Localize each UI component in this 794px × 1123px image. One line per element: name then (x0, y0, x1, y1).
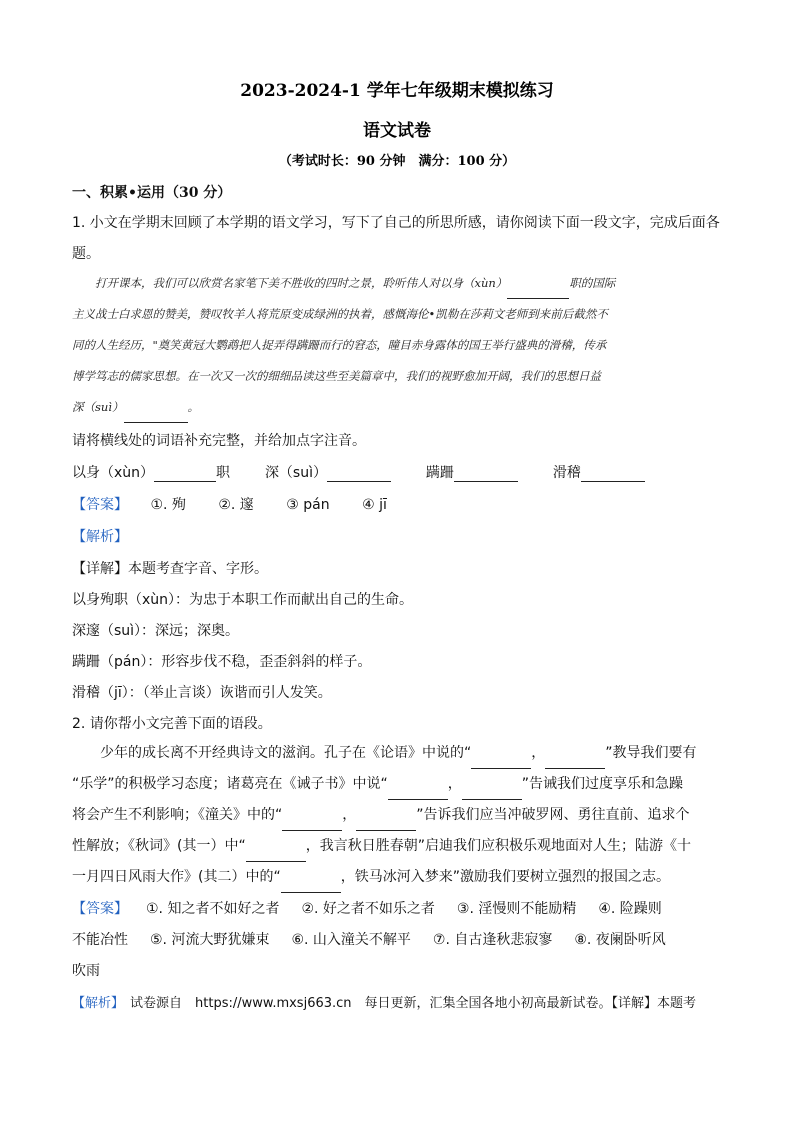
answer-item: 吹雨 (72, 963, 100, 979)
answer-item: ④ jī (362, 497, 387, 513)
answer-item: ①. 殉 (150, 497, 186, 513)
q1-stem-line2: 题。 (72, 246, 100, 262)
answer-tag: 【答案】 (72, 901, 128, 917)
exam-info: （考试时长：90 分钟 满分：100 分） (278, 154, 516, 169)
blank-line (124, 408, 188, 423)
q1-explain-3: 蹒跚（pán）：形容步伐不稳，歪歪斜斜的样子。 (72, 654, 372, 670)
answer-item: ③. 淫慢则不能励精 (456, 901, 577, 917)
exam-title: 2023-2024-1 学年七年级期末模拟练习 (240, 81, 554, 101)
q2-line (72, 769, 722, 800)
passage-text: 打开课本，我们可以欣赏名家笔下美不胜收的四时之景，聆听伟人对以身（xùn） (95, 276, 508, 290)
passage-line: 同的人生经历，"奠笑黄冠大鹦鹉把人捉弄得蹒跚而行的窘态，瞳目赤身露体的国王举行盛典的滑稽，传承 (72, 338, 607, 352)
q2-text: ， (531, 745, 546, 761)
passage-text: 。 (187, 400, 199, 414)
passage-text: 深（suì） (72, 400, 124, 414)
answer-item: ④. 险躁则 (598, 901, 662, 917)
q1-answer-row (72, 496, 415, 514)
answer-tag: 【答案】 (72, 497, 128, 513)
source-note: 试卷源自 https://www.mxsj663.cn 每日更新，汇集全国各地小初高最新试卷。【详解】本题考 (130, 996, 697, 1011)
q1-analysis-tag (72, 528, 146, 546)
blank-line (282, 816, 342, 831)
q1-detail: 【详解】本题考查字音、字形。 (72, 561, 268, 577)
passage-line (72, 392, 722, 423)
q2-answer-line (72, 894, 722, 925)
q2-answer-block (72, 894, 722, 987)
q1-explain-4: 滑稽（jī）：（举止言谈）诙谐而引人发笑。 (72, 685, 332, 701)
q2-answer-line (72, 956, 722, 987)
q2-text: ， (342, 807, 357, 823)
blank-line (454, 467, 518, 482)
answer-item: ①. 知之者不如好之者 (146, 901, 280, 917)
q2-line (72, 738, 722, 769)
fill-label: 职 (216, 465, 231, 481)
blank-line (471, 754, 531, 769)
fill-label: 以身（xùn） (72, 465, 155, 481)
section-heading: 一、积累•运用（30 分） (72, 185, 232, 201)
q2-answer-line (72, 925, 722, 956)
q2-text: ， (447, 776, 462, 792)
passage-text: 职的国际 (569, 276, 616, 290)
answer-item: ⑤. 河流大野犹嫌束 (150, 932, 270, 948)
blank-line (356, 816, 416, 831)
blank-line (154, 467, 216, 482)
fill-label: 滑稽 (552, 465, 581, 481)
blank-line (281, 878, 341, 893)
q1-explain-1: 以身殉职（xùn）：为忠于本职工作而献出自己的生命。 (72, 592, 414, 608)
q2-analysis-line (72, 992, 696, 1011)
exam-subject: 语文试卷 (363, 121, 431, 141)
q1-passage (72, 268, 722, 423)
passage-line: 主义战士白求恩的赞美，赞叹牧羊人将荒原变成绿洲的执着，感慨海伦•凯勒在莎莉文老师到来前后截然不 (72, 307, 608, 321)
q1-stem-line1: 1. 小文在学期末回顾了本学期的语文学习，写下了自己的所思所感，请你阅读下面一段文字，完成后面各 (72, 215, 720, 231)
fill-label: 深（suì） (264, 465, 327, 481)
answer-item: ②. 邃 (218, 497, 254, 513)
blank-line (581, 467, 645, 482)
q2-text: ”告诫我们过度享乐和急躁 (521, 776, 684, 792)
q2-text: 将会产生不利影响；《潼关》中的“ (72, 807, 283, 823)
answer-item: ⑦. 自古逢秋悲寂寥 (432, 932, 553, 948)
q2-text: 性解放；《秋词》(其一）中“ (72, 838, 246, 854)
q2-paragraph (72, 738, 722, 893)
answer-item: 不能冶性 (72, 932, 128, 948)
passage-line: 博学笃志的儒家思想。在一次又一次的细细品读这些至美篇章中，我们的视野愈加开阔，我们的思想日益 (72, 369, 601, 383)
q1-fill-row (72, 464, 645, 482)
q2-stem: 2. 请你帮小文完善下面的语段。 (72, 716, 272, 732)
answer-item: ②. 好之者不如乐之者 (301, 901, 435, 917)
q1-instruction: 请将横线处的词语补充完整，并给加点字注音。 (72, 433, 366, 449)
answer-item: ⑧. 夜阑卧听风 (574, 932, 666, 948)
analysis-tag: 【解析】 (72, 996, 125, 1011)
q2-text: 一月四日风雨大作》(其二）中的“ (72, 869, 281, 885)
analysis-tag: 【解析】 (72, 529, 128, 545)
q2-text: ”教导我们要有 (605, 745, 697, 761)
q1-explain-2: 深邃（suì）：深远；深奥。 (72, 623, 240, 639)
fill-label: 蹒跚 (425, 465, 454, 481)
passage-line (72, 268, 722, 299)
q2-text: “乐学”的积极学习态度；诸葛亮在《诫子书》中说“ (72, 776, 388, 792)
q2-text: ，铁马冰河入梦来”激励我们要树立强烈的报国之志。 (340, 869, 670, 885)
blank-line (246, 847, 306, 862)
q2-line (72, 831, 722, 862)
q2-text: 少年的成长离不开经典诗文的滋润。孔子在《论语》中说的“ (100, 745, 472, 761)
q2-text: ”告诉我们应当冲破罗网、勇往直前、追求个 (416, 807, 690, 823)
blank-line (507, 284, 569, 299)
answer-item: ③ pán (286, 497, 330, 513)
q2-text: ，我言秋日胜春朝”启迪我们应积极乐观地面对人生；陆游《十 (305, 838, 691, 854)
q2-line (72, 862, 722, 893)
q2-line (72, 800, 722, 831)
answer-item: ⑥. 山入潼关不解平 (291, 932, 411, 948)
blank-line (388, 785, 448, 800)
blank-line (462, 785, 522, 800)
blank-line (327, 467, 391, 482)
blank-line (545, 754, 605, 769)
